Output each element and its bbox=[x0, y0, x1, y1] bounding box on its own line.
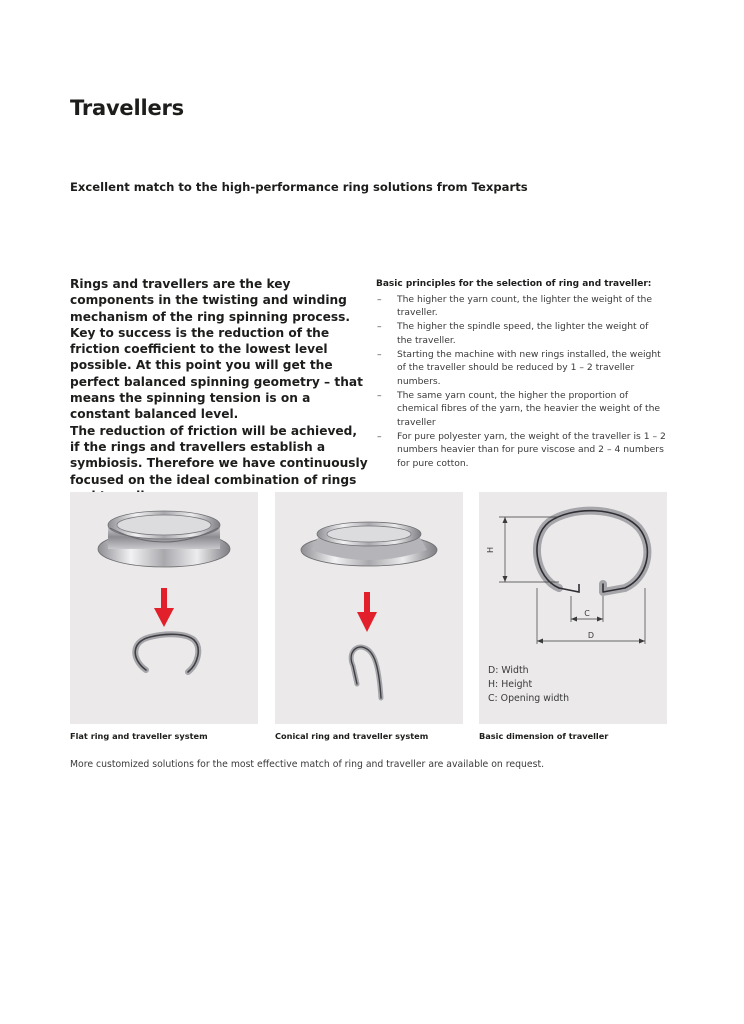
conical-ring-icon bbox=[301, 522, 437, 566]
list-item bbox=[376, 320, 666, 347]
principles-heading: Basic principles for the selection of ring and traveller: bbox=[376, 279, 652, 289]
dash-bullet: – bbox=[377, 430, 382, 442]
figure-caption: Conical ring and traveller system bbox=[275, 731, 429, 741]
list-item-text: The same yarn count, the higher the proportion of chemical fibres of the yarn, the heavier the weight of the traveller bbox=[397, 389, 661, 429]
conical-ring-figure bbox=[275, 492, 463, 724]
legend-item: H: Height bbox=[488, 679, 533, 690]
lead-paragraph: Rings and travellers are the key components in the twisting and winding mechanism of the ring spinning process. Key to success is the reduction of the friction coefficient to the lowest level possible. At this point you will get the perfect balanced spinning geometry – that means the spinning tension is on a constant balanced level. bbox=[70, 277, 363, 422]
list-item-text: For pure polyester yarn, the weight of the traveller is 1 – 2 numbers heavier than for pure viscose and 2 – 4 numbers for pure cotton. bbox=[397, 430, 666, 470]
flat-ring-icon bbox=[98, 511, 230, 567]
page-title: Travellers bbox=[70, 96, 184, 120]
list-item bbox=[376, 430, 666, 471]
conical-ring-illustration bbox=[275, 492, 463, 724]
figure-caption: Basic dimension of traveller bbox=[479, 731, 609, 741]
principles-list bbox=[376, 278, 666, 471]
dash-bullet: – bbox=[377, 389, 382, 401]
dimension-arrowheads bbox=[503, 517, 646, 644]
dimension-legend bbox=[488, 664, 569, 706]
footer-note: More customized solutions for the most effective match of ring and traveller are available on request. bbox=[70, 759, 545, 770]
opening-width-label: C bbox=[584, 609, 590, 618]
list-item bbox=[376, 348, 666, 389]
lead-paragraph: The reduction of friction will be achieved, if the rings and travellers establish a symbiosis. Therefore we have continuously focused on the ideal combination of rings bbox=[70, 423, 368, 487]
dash-bullet: – bbox=[377, 348, 382, 360]
page-subtitle: Excellent match to the high-performance ring solutions from Texparts bbox=[70, 180, 528, 194]
dimension-lines bbox=[499, 517, 645, 644]
arrow-down-icon bbox=[357, 592, 377, 632]
traveller-dimension-figure bbox=[479, 492, 667, 724]
flat-ring-figure bbox=[70, 492, 258, 724]
list-item-text: The higher the spindle speed, the lighter the weight of the traveller. bbox=[397, 321, 649, 346]
flat-ring-illustration bbox=[70, 492, 258, 724]
legend-item: C: Opening width bbox=[488, 693, 570, 704]
list-item bbox=[376, 389, 666, 430]
dash-bullet: – bbox=[377, 321, 382, 333]
lead-text bbox=[70, 276, 368, 504]
list-item-text: Starting the machine with new rings installed, the weight of the traveller should be reduced by 1 – 2 traveller numbers. bbox=[397, 348, 661, 387]
dash-bullet: – bbox=[377, 293, 382, 305]
flat-traveller-icon bbox=[135, 634, 198, 672]
list-item bbox=[376, 293, 666, 320]
figure-caption: Flat ring and traveller system bbox=[70, 731, 208, 741]
arrow-down-icon bbox=[154, 588, 174, 627]
conical-traveller-icon bbox=[351, 647, 381, 698]
traveller-icon bbox=[537, 511, 647, 592]
height-label: H bbox=[486, 546, 495, 554]
width-label: D bbox=[587, 631, 595, 640]
legend-item: D: Width bbox=[488, 665, 529, 676]
list-item-text: The higher the yarn count, the lighter the weight of the traveller. bbox=[397, 293, 653, 319]
